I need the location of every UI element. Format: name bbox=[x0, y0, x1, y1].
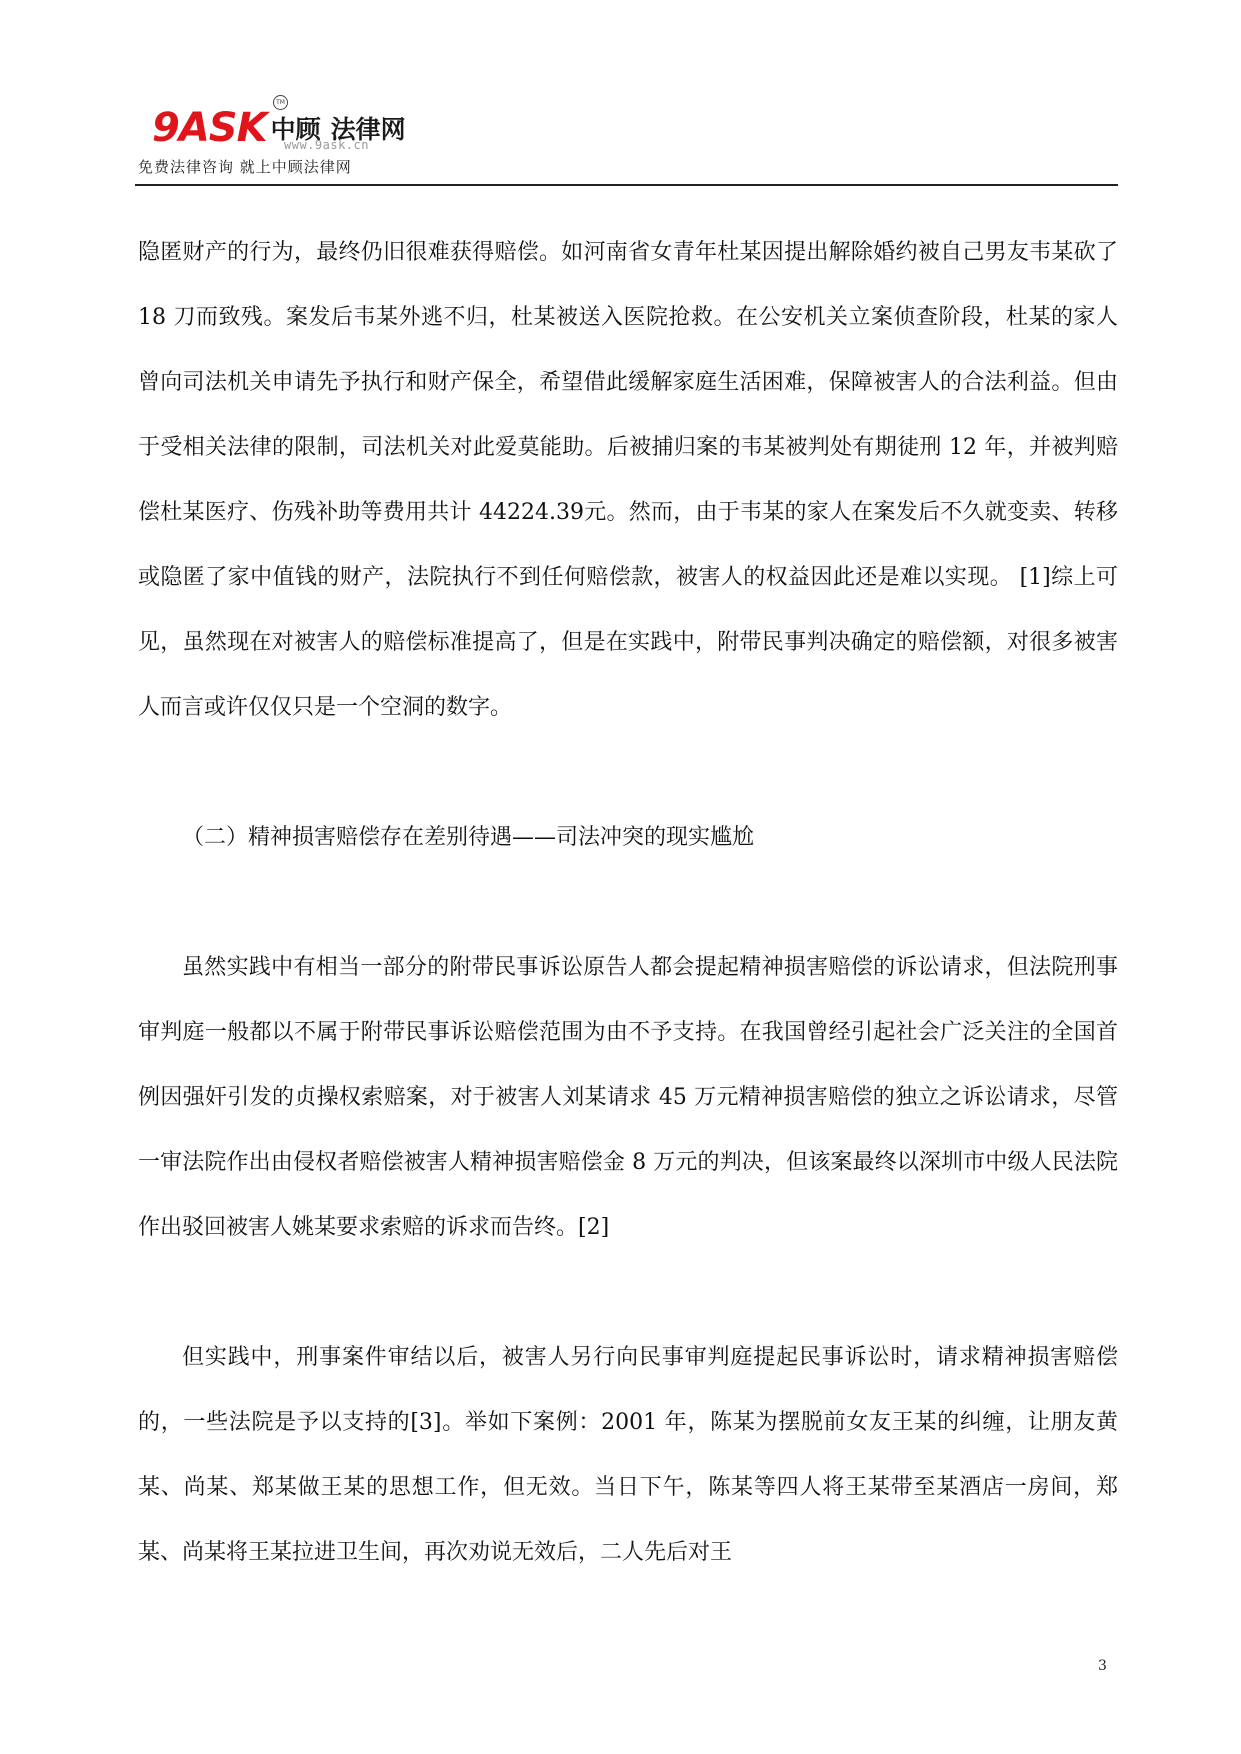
document-body bbox=[138, 220, 1118, 1585]
site-url: www.9ask.cn bbox=[284, 138, 369, 152]
paragraph-2: 虽然实践中有相当一部分的附带民事诉讼原告人都会提起精神损害赔偿的诉讼请求，但法院刑事审判庭一般都以不属于附带民事诉讼赔偿范围为由不予支持。在我国曾经引起社会广泛关注的全国首例因强奸引发的贞操权索赔案，对于被害人刘某请求 45 万元精神损害赔偿的独立之诉讼请求，尽管一审法院作出由侵权者赔偿被害人精神损害赔偿金 8 万元的判决，但该案最终以深圳市中级人民法院作出驳回被害人姚某要求索赔的诉求而告终。[2] bbox=[138, 955, 1118, 1240]
paragraph-3: 但实践中，刑事案件审结以后，被害人另行向民事审判庭提起民事诉讼时，请求精神损害赔偿的，一些法院是予以支持的[3]。举如下案例：2001 年，陈某为摆脱前女友王某的纠缠，让朋友黄某、尚某、郑某做王某的思想工作，但无效。当日下午，陈某等四人将王某带至某酒店一房间，郑某、尚某将王某拉进卫生间，再次劝说无效后，二人先后对王 bbox=[138, 1345, 1118, 1565]
trademark-icon: TM bbox=[273, 95, 288, 110]
document-header bbox=[138, 92, 1118, 184]
header-divider bbox=[135, 184, 1118, 186]
logo-net: 法律网 bbox=[330, 115, 406, 144]
logo-mark: 9ASK bbox=[152, 105, 267, 151]
paragraph-1: 隐匿财产的行为，最终仍旧很难获得赔偿。如河南省女青年杜某因提出解除婚约被自己男友韦某砍了 18 刀而致残。案发后韦某外逃不归，杜某被送入医院抢救。在公安机关立案侦查阶段，杜某的家人曾向司法机关申请先予执行和财产保全，希望借此缓解家庭生活困难，保障被害人的合法利益。但由于受相关法律的限制，司法机关对此爱莫能助。后被捕归案的韦某被判处有期徒刑 12 年，并被判赔偿杜某医疗、伤残补助等费用共计 44224.39元。然而，由于韦某的家人在案发后不久就变卖、转移或隐匿了家中值钱的财产，法院执行不到任何赔偿款，被害人的权益因此还是难以实现。 [1]综上可见，虽然现在对被害人的赔偿标准提高了，但是在实践中，附带民事判决确定的赔偿额，对很多被害人而言或许仅仅只是一个空洞的数字。 bbox=[138, 240, 1118, 720]
section-heading: （二）精神损害赔偿存在差别待遇——司法冲突的现实尴尬 bbox=[182, 825, 755, 850]
paragraph-spacer bbox=[138, 870, 1118, 935]
page-number: 3 bbox=[1098, 1658, 1107, 1674]
slogan: 免费法律咨询 就上中顾法律网 bbox=[138, 158, 352, 176]
paragraph-spacer bbox=[138, 740, 1118, 805]
logo-zhonggu: 中顾 bbox=[270, 115, 321, 144]
paragraph-spacer bbox=[138, 1260, 1118, 1325]
